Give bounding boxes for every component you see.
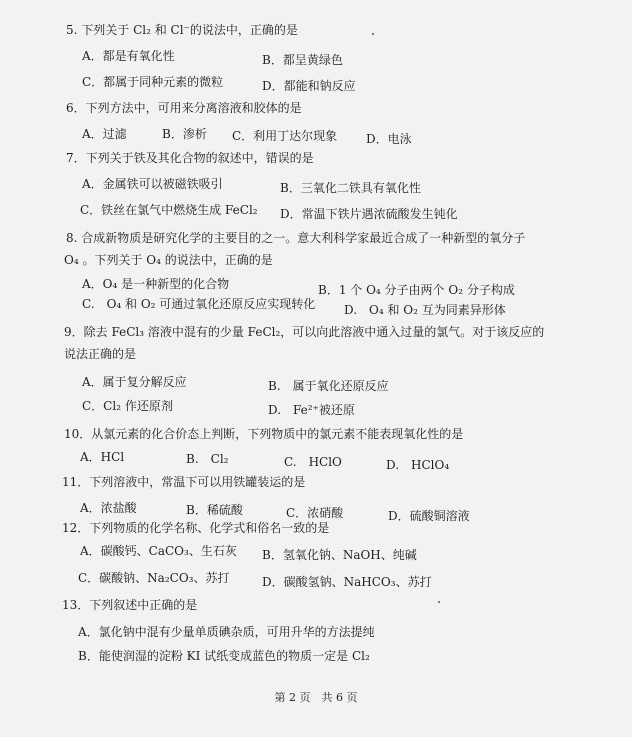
- q10-option-b: B. Cl₂: [186, 452, 229, 466]
- q7-option-c: C．铁丝在氯气中燃烧生成 FeCl₂: [80, 203, 258, 217]
- page-footer: 第 2 页 共 6 页: [274, 691, 358, 704]
- q10-option-a: A．HCl: [80, 450, 125, 464]
- q8-option-c: C. O₄ 和 O₂ 可通过氧化还原反应实现转化: [82, 297, 316, 311]
- q9-option-d: D. Fe²⁺被还原: [268, 403, 355, 417]
- q6-option-b: B．渗析: [162, 127, 207, 141]
- q8-stem-line-2: O₄ 。下列关于 O₄ 的说法中，正确的是: [64, 253, 273, 267]
- q13-option-b: B．能使润湿的淀粉 KI 试纸变成蓝色的物质一定是 Cl₂: [78, 649, 370, 663]
- q11-stem: 11．下列溶液中，常温下可以用铁罐装运的是: [62, 475, 306, 489]
- q7-option-b: B．三氧化二铁具有氧化性: [280, 181, 421, 195]
- q9-option-a: A．属于复分解反应: [82, 375, 187, 389]
- q11-option-b: B．稀硫酸: [186, 503, 243, 517]
- q8-option-a: A．O₄ 是一种新型的化合物: [82, 277, 230, 291]
- q7-option-d: D．常温下铁片遇浓硫酸发生钝化: [280, 207, 458, 221]
- q12-option-b: B．氢氧化钠、NaOH、纯碱: [262, 548, 417, 562]
- q8-option-b: B．1 个 O₄ 分子由两个 O₂ 分子构成: [318, 283, 515, 297]
- q7-stem: 7．下列关于铁及其化合物的叙述中，错误的是: [66, 151, 314, 165]
- q11-option-c: C．浓硝酸: [286, 506, 344, 520]
- q5-option-b: B．都呈黄绿色: [262, 53, 343, 67]
- q12-option-c: C．碳酸钠、Na₂CO₃、苏打: [78, 571, 230, 585]
- q13-option-a: A．氯化钠中混有少量单质碘杂质，可用升华的方法提纯: [78, 625, 375, 639]
- q6-option-a: A．过滤: [82, 127, 127, 141]
- q5-option-a: A．都是有氧化性: [82, 49, 175, 63]
- q9-option-c: C．Cl₂ 作还原剂: [82, 399, 173, 413]
- q9-stem-line-1: 9．除去 FeCl₃ 溶液中混有的少量 FeCl₂，可以向此溶液中通入过量的氯气。对于该反应的: [64, 325, 545, 339]
- q7-option-a: A．金属铁可以被磁铁吸引: [82, 177, 223, 191]
- q9-option-b: B. 属于氧化还原反应: [268, 379, 389, 393]
- q5-option-d: D．都能和钠反应: [262, 79, 356, 93]
- q10-stem: 10．从氯元素的化合价态上判断，下列物质中的氯元素不能表现氧化性的是: [64, 427, 464, 441]
- q6-stem: 6．下列方法中，可用来分离溶液和胶体的是: [66, 101, 302, 115]
- scan-speck: [372, 33, 374, 35]
- q6-option-c: C．利用丁达尔现象: [232, 129, 338, 143]
- q12-stem: 12．下列物质的化学名称、化学式和俗名一致的是: [62, 521, 330, 535]
- q9-stem-line-2: 说法正确的是: [64, 347, 137, 361]
- q10-option-d: D. HClO₄: [386, 458, 450, 472]
- q8-option-d: D. O₄ 和 O₂ 互为同素异形体: [344, 303, 506, 317]
- q11-option-a: A．浓盐酸: [80, 501, 137, 515]
- q12-option-a: A．碳酸钙、CaCO₃、生石灰: [80, 544, 237, 558]
- q6-option-d: D．电泳: [366, 132, 412, 146]
- q5-option-c: C．都属于同种元素的微粒: [82, 75, 224, 89]
- q11-option-d: D．硫酸铜溶液: [388, 509, 470, 523]
- q13-stem: 13．下列叙述中正确的是: [62, 598, 198, 612]
- q8-stem-line-1: 8. 合成新物质是研究化学的主要目的之一。意大利科学家最近合成了一种新型的氧分子: [66, 231, 526, 245]
- q10-option-c: C. HClO: [284, 455, 342, 469]
- scan-speck: [438, 601, 440, 603]
- q12-option-d: D．碳酸氢钠、NaHCO₃、苏打: [262, 575, 432, 589]
- q5-stem: 5. 下列关于 Cl₂ 和 Cl⁻的说法中，正确的是: [66, 23, 298, 37]
